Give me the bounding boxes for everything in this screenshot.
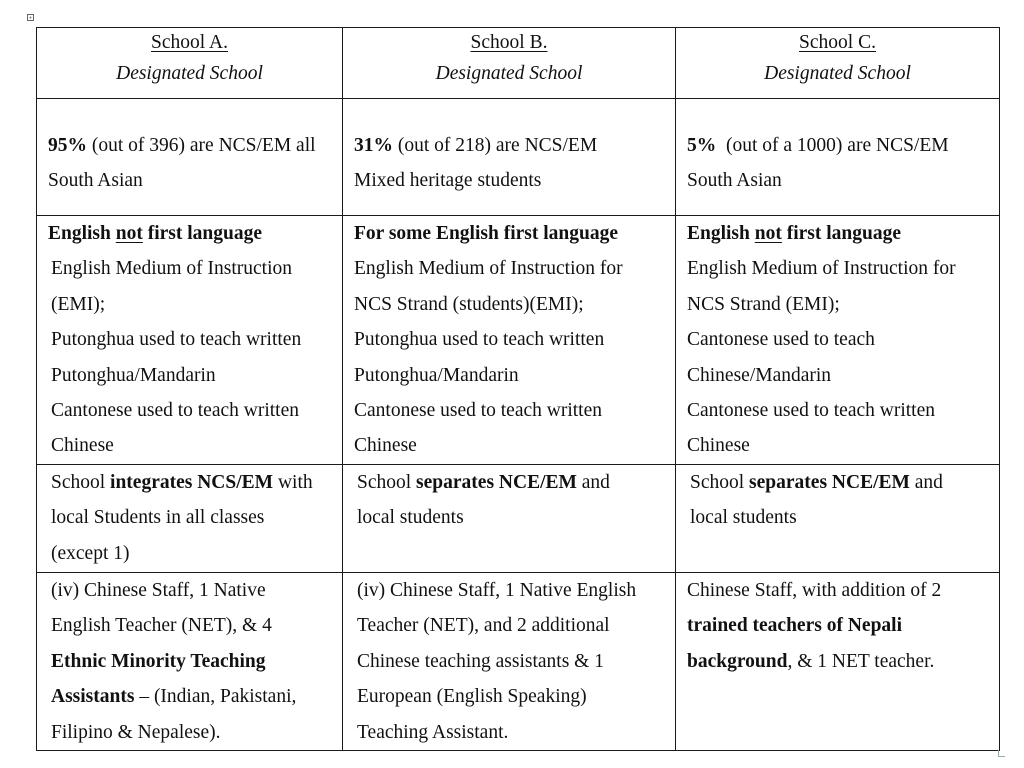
stats-line (48, 128, 334, 163)
stats-line-2: South Asian (687, 170, 782, 192)
school-designation: Designated School (435, 63, 583, 84)
stats-line (354, 128, 667, 163)
school-a-stats-cell (37, 99, 343, 216)
staff-line: Teacher (NET), and 2 additional (357, 615, 610, 637)
language-heading: English not first language (48, 223, 263, 244)
stats-text: (out of 218) are NCS/EM (393, 135, 598, 156)
language-line: Putonghua/Mandarin (51, 364, 216, 386)
integration-line: (except 1) (51, 542, 130, 564)
school-c-integration-cell (676, 465, 1000, 573)
integration-line: School integrates NCS/EM with (51, 472, 313, 493)
language-line: (EMI); (51, 293, 106, 315)
school-c-staff-cell (676, 573, 1000, 751)
integration-line: School separates NCE/EM and (357, 472, 610, 493)
stats-percent: 31% (354, 135, 393, 156)
staff-row (37, 573, 1000, 751)
language-line: Chinese (687, 435, 750, 457)
stats-line (687, 128, 991, 163)
table-corner-marker (998, 750, 1005, 757)
staff-line: (iv) Chinese Staff, 1 Native (51, 580, 266, 601)
school-designation: Designated School (764, 63, 911, 84)
table-anchor-icon: + (28, 14, 33, 22)
stats-text: (out of 396) are NCS/EM all (87, 135, 316, 156)
staff-line: Ethnic Minority Teaching (51, 650, 266, 672)
school-a-language-cell (37, 216, 343, 465)
stats-line-2: South Asian (48, 170, 143, 192)
language-line: NCS Strand (students)(EMI); (354, 293, 584, 315)
stats-text: (out of a 1000) are NCS/EM (716, 135, 949, 156)
school-b-integration-cell (343, 465, 676, 573)
staff-line: European (English Speaking) (357, 686, 587, 708)
language-line: NCS Strand (EMI); (687, 293, 840, 315)
language-line: Putonghua used to teach written (354, 329, 605, 351)
school-b-header (343, 28, 676, 99)
school-name: School A. (151, 32, 228, 53)
staff-line: Chinese Staff, with addition of 2 (687, 580, 942, 601)
staff-line: Assistants – (Indian, Pakistani, (51, 686, 297, 708)
language-line: Putonghua/Mandarin (354, 364, 519, 386)
stats-percent: 95% (48, 135, 87, 156)
student-stats-row (37, 99, 1000, 216)
staff-line: Chinese teaching assistants & 1 (357, 650, 604, 672)
language-line: English Medium of Instruction for (354, 258, 623, 280)
language-line: Cantonese used to teach written (687, 400, 936, 422)
school-a-header (37, 28, 343, 99)
school-c-header (676, 28, 1000, 99)
integration-row (37, 465, 1000, 573)
school-name: School C. (799, 32, 876, 53)
language-line: Cantonese used to teach written (354, 400, 603, 422)
staff-line: background, & 1 NET teacher. (687, 650, 935, 672)
language-line: Chinese (51, 435, 114, 457)
language-line: Putonghua used to teach written (51, 329, 302, 351)
language-line: Cantonese used to teach (687, 329, 875, 351)
language-line: English Medium of Instruction (51, 258, 293, 280)
school-b-stats-cell (343, 99, 676, 216)
language-heading: For some English first language (354, 223, 618, 244)
school-b-staff-cell (343, 573, 676, 751)
language-line: English Medium of Instruction for (687, 258, 956, 280)
staff-line: trained teachers of Nepali (687, 615, 902, 637)
school-b-language-cell (343, 216, 676, 465)
integration-line: local students (357, 507, 464, 529)
language-row (37, 216, 1000, 465)
school-name: School B. (470, 32, 548, 53)
school-c-language-cell (676, 216, 1000, 465)
staff-line: Filipino & Nepalese). (51, 721, 221, 743)
school-a-integration-cell (37, 465, 343, 573)
integration-line: local Students in all classes (51, 507, 265, 529)
language-heading: English not first language (687, 223, 902, 244)
staff-line: English Teacher (NET), & 4 (51, 615, 272, 637)
stats-percent: 5% (687, 135, 717, 156)
integration-line: School separates NCE/EM and (690, 472, 943, 493)
school-designation: Designated School (116, 63, 263, 84)
staff-line: Teaching Assistant. (357, 721, 509, 743)
staff-line: (iv) Chinese Staff, 1 Native English (357, 580, 637, 601)
school-a-staff-cell (37, 573, 343, 751)
integration-line: local students (690, 507, 797, 529)
school-comparison-table (36, 27, 1000, 751)
school-c-stats-cell (676, 99, 1000, 216)
language-line: Chinese (354, 435, 417, 457)
header-row (37, 28, 1000, 99)
language-line: Chinese/Mandarin (687, 364, 832, 386)
stats-line-2: Mixed heritage students (354, 170, 542, 192)
language-line: Cantonese used to teach written (51, 400, 300, 422)
